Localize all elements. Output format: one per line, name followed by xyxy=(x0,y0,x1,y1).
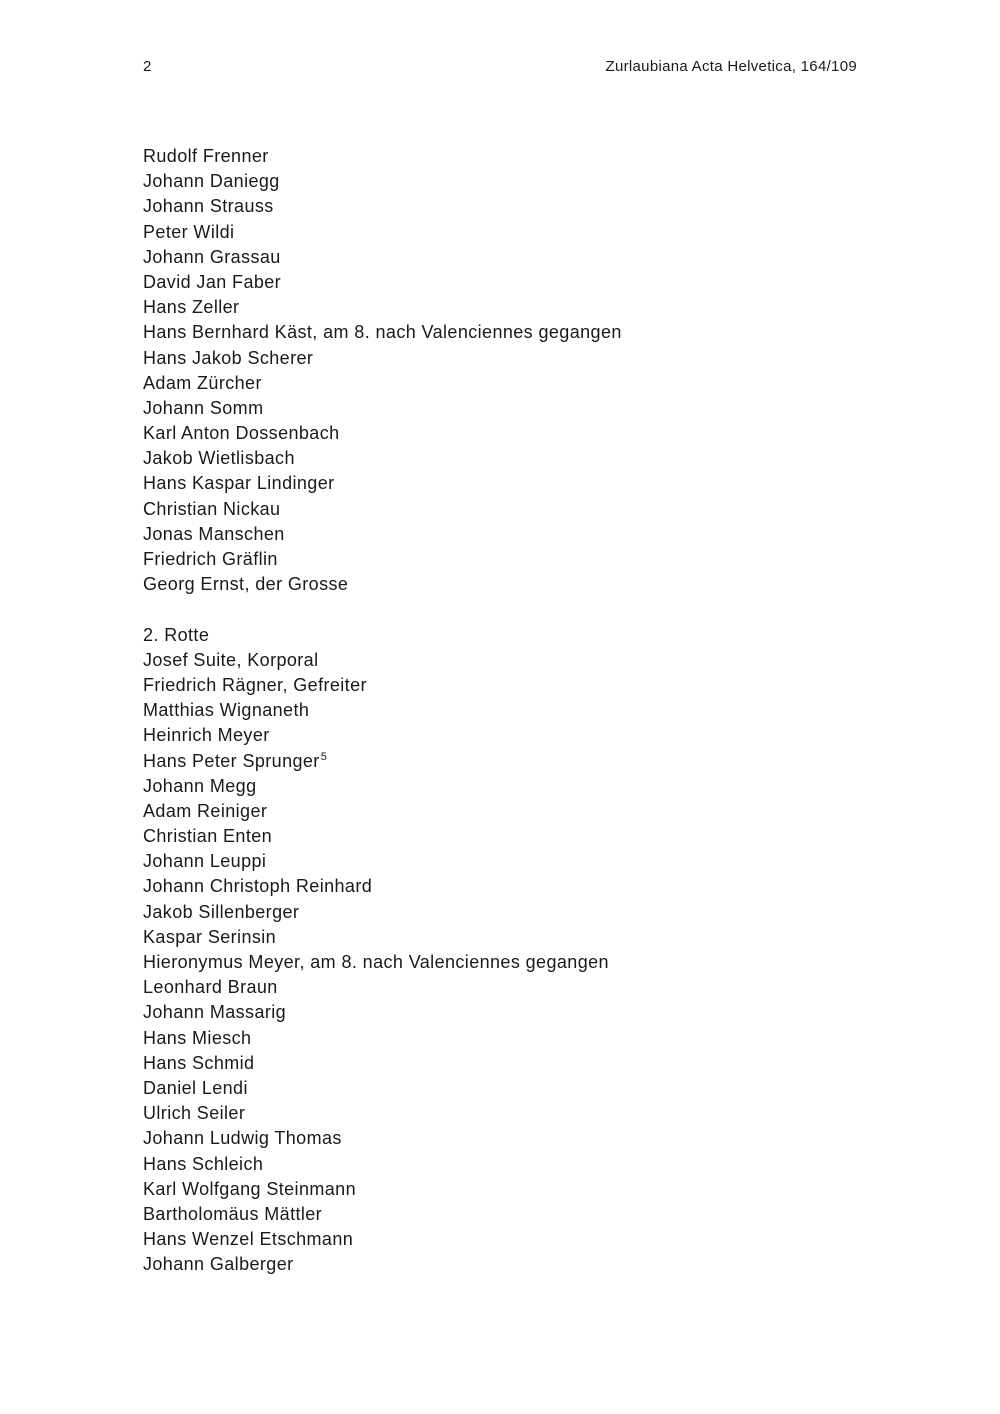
list-item: Bartholomäus Mättler xyxy=(143,1203,323,1224)
list-item: Hans Miesch xyxy=(143,1027,252,1048)
roster-list xyxy=(143,144,857,1277)
page-header xyxy=(143,58,857,80)
list-item: Johann Strauss xyxy=(143,196,274,217)
list-item: Hans Wenzel Etschmann xyxy=(143,1229,354,1250)
running-title: Zurlaubiana Acta Helvetica, 164/109 xyxy=(605,58,857,75)
list-item-name: Hans Peter Sprunger xyxy=(143,750,320,771)
list-item: Christian Nickau xyxy=(143,498,281,519)
list-item: Johann Ludwig Thomas xyxy=(143,1128,342,1149)
list-item: Hans Jakob Scherer xyxy=(143,347,314,368)
list-item: Jakob Sillenberger xyxy=(143,901,300,922)
list-item: Adam Reiniger xyxy=(143,800,268,821)
roster-group-2 xyxy=(143,623,857,1278)
section-spacer xyxy=(143,597,857,622)
list-item-footnoted xyxy=(143,749,857,774)
list-item: Adam Zürcher xyxy=(143,372,262,393)
list-item: Peter Wildi xyxy=(143,221,235,242)
list-item: Georg Ernst, der Grosse xyxy=(143,574,349,595)
section-heading: 2. Rotte xyxy=(143,624,210,645)
list-item: Hans Schleich xyxy=(143,1153,264,1174)
list-item: Johann Christoph Reinhard xyxy=(143,876,373,897)
list-item: Heinrich Meyer xyxy=(143,725,270,746)
list-item: Daniel Lendi xyxy=(143,1077,248,1098)
list-item: Johann Daniegg xyxy=(143,171,280,192)
list-item: Hans Schmid xyxy=(143,1052,255,1073)
list-item: Johann Massarig xyxy=(143,1002,287,1023)
list-item: Hans Zeller xyxy=(143,297,240,318)
list-item: Hans Bernhard Käst, am 8. nach Valenciennes gegangen xyxy=(143,322,622,343)
list-item: Leonhard Braun xyxy=(143,977,278,998)
list-item: Karl Wolfgang Steinmann xyxy=(143,1178,356,1199)
list-item: Kaspar Serinsin xyxy=(143,926,277,947)
list-item: David Jan Faber xyxy=(143,271,282,292)
list-item: Matthias Wignaneth xyxy=(143,700,310,721)
footnote-reference[interactable]: 5 xyxy=(320,750,328,763)
list-item: Jakob Wietlisbach xyxy=(143,448,295,469)
list-item: Friedrich Gräflin xyxy=(143,549,278,569)
list-item: Hans Kaspar Lindinger xyxy=(143,473,335,494)
list-item: Christian Enten xyxy=(143,826,273,847)
list-item: Friedrich Rägner, Gefreiter xyxy=(143,674,367,695)
roster-group-1 xyxy=(143,144,857,597)
list-item: Johann Grassau xyxy=(143,246,281,267)
list-item: Karl Anton Dossenbach xyxy=(143,423,340,444)
page-number: 2 xyxy=(143,58,152,75)
list-item: Rudolf Frenner xyxy=(143,146,269,166)
list-item: Jonas Manschen xyxy=(143,523,285,544)
list-item: Josef Suite, Korporal xyxy=(143,649,319,670)
list-item: Ulrich Seiler xyxy=(143,1103,246,1124)
list-item: Johann Galberger xyxy=(143,1254,294,1275)
list-item: Johann Leuppi xyxy=(143,851,267,872)
list-item: Hieronymus Meyer, am 8. nach Valenciennes gegangen xyxy=(143,952,609,972)
list-item: Johann Somm xyxy=(143,397,264,418)
list-item: Johann Megg xyxy=(143,775,257,796)
